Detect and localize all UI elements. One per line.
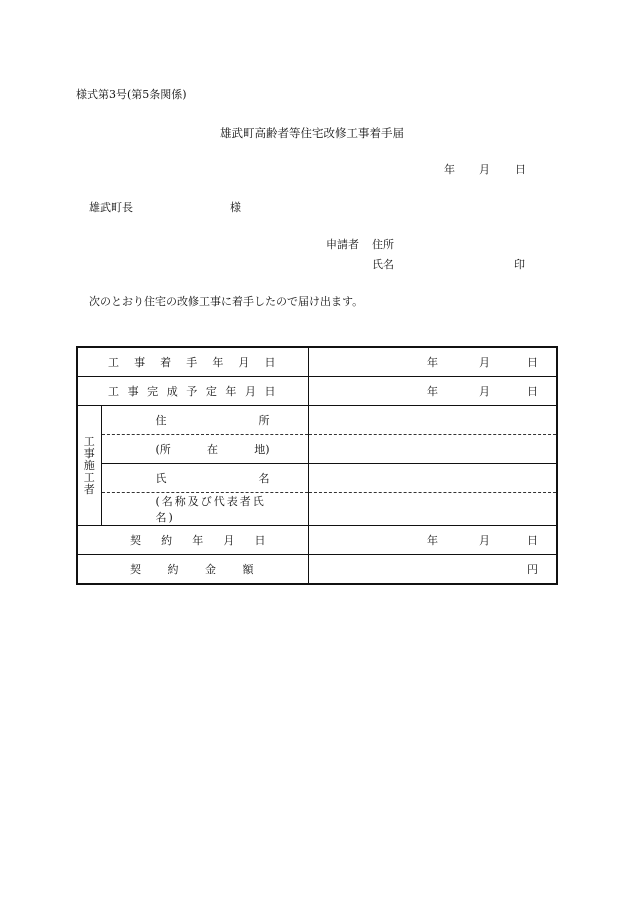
month-unit: 月	[479, 534, 490, 547]
contractor-address-value[interactable]	[308, 406, 557, 435]
label-char: 月	[244, 385, 256, 398]
day-unit: 日	[527, 356, 538, 369]
label-char: 日	[264, 385, 276, 398]
label-char: 完	[147, 385, 159, 398]
label-char: 予	[186, 385, 198, 398]
yen-unit: 円	[527, 563, 538, 576]
contract-amount-label	[108, 561, 276, 577]
label-char: 定	[205, 385, 217, 398]
row-start-date	[77, 347, 557, 377]
contractor-name-label	[132, 470, 276, 486]
form-number: 様式第3号(第5条関係)	[76, 88, 187, 101]
year-unit: 年	[427, 534, 438, 547]
label-char: 年	[212, 356, 224, 369]
row-completion-date	[77, 377, 557, 406]
day-label: 日	[515, 163, 526, 176]
row-contractor-address	[77, 406, 557, 435]
applicant-address-label: 住所	[372, 238, 394, 251]
label-char: 所	[258, 414, 270, 427]
label-char: 住	[155, 414, 167, 427]
year-label: 年	[444, 163, 455, 176]
document-title: 雄武町高齢者等住宅改修工事着手届	[220, 126, 404, 140]
applicant-name-label: 氏名	[372, 258, 394, 271]
label-char: 工	[108, 356, 119, 369]
completion-date-label	[108, 383, 276, 399]
row-contract-amount	[77, 555, 557, 585]
label-char: 額	[242, 563, 254, 576]
contractor-location-value[interactable]	[308, 435, 557, 464]
contract-date-value[interactable]	[308, 526, 557, 555]
contract-amount-value[interactable]	[308, 555, 557, 585]
label-char: 約	[167, 563, 179, 576]
label-char: 事	[134, 356, 146, 369]
label-char: 月	[223, 534, 235, 547]
row-contractor-name	[77, 464, 557, 493]
year-unit: 年	[427, 356, 438, 369]
contractor-location-label	[132, 441, 276, 457]
label-char: 日	[254, 534, 266, 547]
contractor-group-label	[77, 406, 101, 526]
row-contractor-company	[77, 493, 557, 526]
day-unit: 日	[527, 385, 538, 398]
contractor-company-label-cell	[101, 493, 308, 526]
label-char: 金	[205, 563, 216, 576]
addressee-honorific: 様	[230, 201, 241, 214]
completion-date-value[interactable]	[308, 377, 557, 406]
label-char: 成	[166, 385, 178, 398]
submission-date	[444, 161, 526, 177]
row-contractor-location	[77, 435, 557, 464]
label-char: 名	[258, 472, 270, 485]
contractor-name-label-cell	[101, 464, 308, 493]
contract-amount-label-cell	[77, 555, 308, 585]
label-char: 工	[108, 385, 119, 398]
label-char: 月	[238, 356, 250, 369]
construction-form-table	[76, 346, 558, 585]
contractor-company-value[interactable]	[308, 493, 557, 526]
month-unit: 月	[479, 356, 490, 369]
contractor-group-text: 工事施工者	[83, 434, 95, 496]
completion-date-label-cell	[77, 377, 308, 406]
contractor-address-label-cell	[101, 406, 308, 435]
year-unit: 年	[427, 385, 438, 398]
start-date-label	[108, 354, 276, 370]
row-contract-date	[77, 526, 557, 555]
seal-mark: 印	[514, 258, 525, 271]
label-char: 着	[160, 356, 172, 369]
label-char: 在	[207, 443, 218, 456]
label-char: 事	[127, 385, 139, 398]
label-char: 契	[130, 563, 141, 576]
label-char: 約	[161, 534, 173, 547]
day-unit: 日	[527, 534, 538, 547]
label-char: (所	[155, 443, 171, 456]
contractor-company-label: (名称及び代表者氏名)	[155, 495, 266, 524]
label-char: 手	[186, 356, 198, 369]
addressee-name: 雄武町長	[89, 201, 133, 214]
body-text: 次のとおり住宅の改修工事に着手したので届け出ます。	[89, 295, 364, 308]
label-char: 氏	[155, 472, 167, 485]
contract-date-label-cell	[77, 526, 308, 555]
start-date-value[interactable]	[308, 347, 557, 377]
month-unit: 月	[479, 385, 490, 398]
contract-date-label	[108, 532, 276, 548]
contractor-location-label-cell	[101, 435, 308, 464]
label-char: 日	[264, 356, 276, 369]
month-label: 月	[479, 163, 490, 176]
label-char: 年	[192, 534, 204, 547]
applicant-role: 申請者	[326, 238, 359, 251]
contractor-address-label	[132, 412, 276, 428]
start-date-label-cell	[77, 347, 308, 377]
label-char: 契	[130, 534, 141, 547]
contractor-name-value[interactable]	[308, 464, 557, 493]
label-char: 年	[225, 385, 237, 398]
label-char: 地)	[254, 443, 270, 456]
